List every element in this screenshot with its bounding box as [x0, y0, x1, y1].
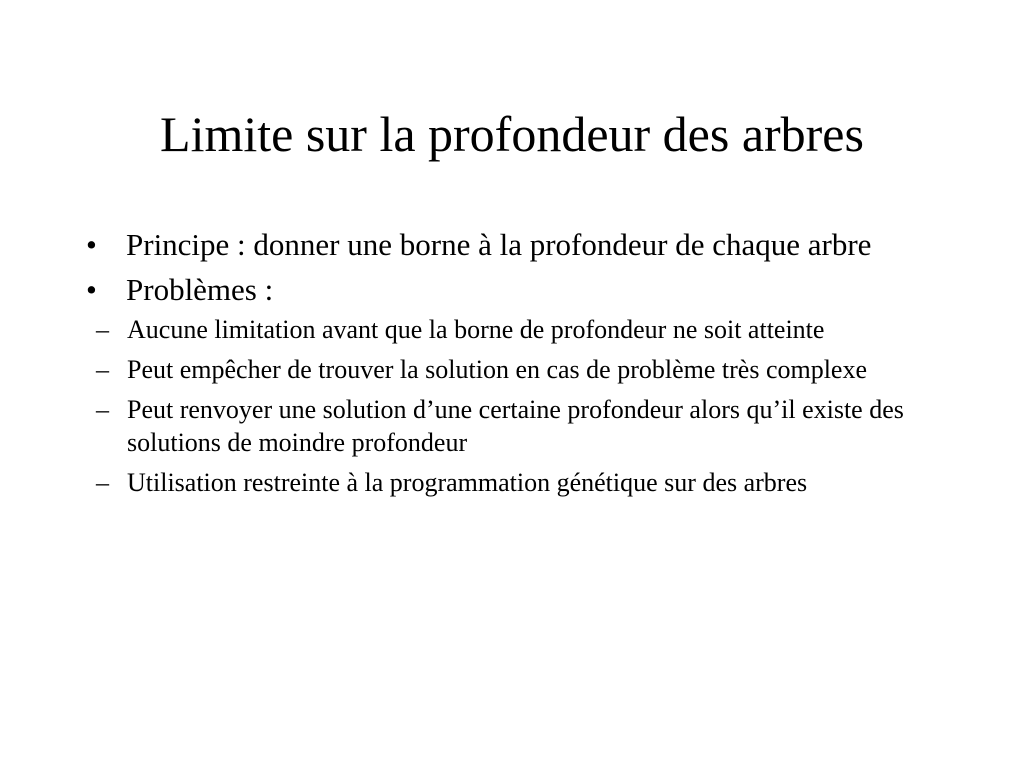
bullet-icon: •: [86, 272, 97, 307]
bullet-list: [82, 226, 942, 499]
dash-icon: –: [96, 468, 109, 497]
sub-bullet-item: [82, 353, 942, 386]
sub-bullet-list: [81, 313, 942, 499]
bullet-icon: •: [86, 227, 97, 262]
dash-icon: –: [96, 315, 109, 344]
slide-title: Limite sur la profondeur des arbres: [160, 106, 864, 162]
bullet-text: Problèmes :: [126, 272, 274, 307]
sub-bullet-text: Peut empêcher de trouver la solution en cas de problème très complexe: [127, 355, 868, 384]
sub-bullet-item: [82, 466, 942, 499]
bullet-item-principe: [82, 226, 942, 264]
sub-bullet-item: [82, 313, 942, 346]
sub-bullet-item: [82, 393, 942, 459]
dash-icon: –: [96, 395, 109, 424]
sub-bullet-text: Aucune limitation avant que la borne de profondeur ne soit atteinte: [127, 315, 825, 344]
bullet-text: Principe : donner une borne à la profondeur de chaque arbre: [126, 227, 872, 262]
sub-bullet-text: Utilisation restreinte à la programmation génétique sur des arbres: [127, 468, 808, 497]
bullet-item-problemes: [82, 271, 942, 499]
sub-bullet-text: Peut renvoyer une solution d’une certaine profondeur alors qu’il existe des solutions de moindre profondeur: [127, 395, 904, 457]
slide-content: [82, 226, 942, 506]
dash-icon: –: [96, 355, 109, 384]
